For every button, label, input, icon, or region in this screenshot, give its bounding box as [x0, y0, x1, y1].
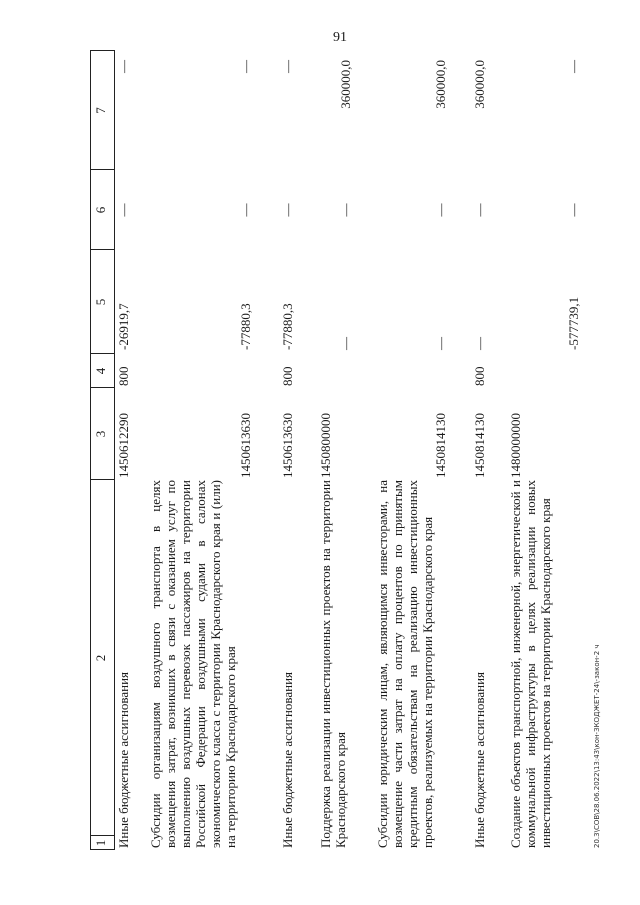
row-col7: 360000,0 [338, 60, 353, 109]
row-name: Субсидии организациям воздушного транспорта в целях возмещения затрат, возникших в связи с оказанием услуг по выполнению воздушных перевозок пассажиров на территории Российской Федерации воздушными судами в салонах экономического класса с территории Краснодарского края и (или) на территорию Краснодарского края [148, 480, 238, 848]
row-col6: — [238, 203, 253, 217]
document-footer [593, 248, 607, 848]
header-top-rule [90, 50, 91, 850]
header-bottom-rule [114, 50, 115, 850]
row-col6: — [280, 203, 295, 217]
row-type: 800 [280, 366, 295, 386]
row-code: 1450613630 [280, 413, 295, 478]
row-type: 800 [116, 366, 131, 386]
row-col6: — [433, 203, 448, 217]
header-col-2: 2 [93, 654, 108, 662]
header-col-4: 4 [93, 367, 108, 375]
row-code: 1450800000 [318, 413, 333, 478]
row-code: 1450814130 [472, 413, 487, 478]
row-name: Создание объектов транспортной, инженерной, энергетической и коммунальной инфраструктуры в целях реализации новых инвестиционных проектов на территории Краснодарского края [508, 480, 553, 848]
header-col-5: 5 [93, 298, 108, 306]
row-code: 1480000000 [508, 413, 523, 478]
row-col5: -77880,3 [238, 303, 253, 350]
row-col7: — [280, 60, 295, 73]
row-col7: — [116, 60, 131, 73]
row-name: Иные бюджетные ассигнования [116, 671, 131, 848]
header-col-1: 1 [93, 839, 108, 847]
row-type: 800 [472, 366, 487, 386]
row-col6: — [338, 203, 353, 217]
row-code: 1450814130 [433, 413, 448, 478]
row-name: Иные бюджетные ассигнования [280, 671, 295, 848]
header-col-6: 6 [93, 206, 108, 214]
row-code: 1450612290 [116, 413, 131, 478]
row-col6: — [566, 203, 581, 217]
row-col5: -77880,3 [280, 303, 295, 350]
row-col5: -26919,7 [116, 303, 131, 350]
header-col-7: 7 [93, 107, 108, 114]
row-col7: 360000,0 [433, 60, 448, 109]
row-name: Иные бюджетные ассигнования [472, 671, 487, 848]
row-col6: — [472, 203, 487, 217]
row-code: 1450613630 [238, 413, 253, 478]
row-col5: — [433, 337, 448, 350]
row-col5: -577739,1 [566, 296, 581, 350]
footer-text: 20.3\СОВ\28.06.2022\13:43\кон-ЗКОДЖЕТ-24\-закон-2 ч [593, 644, 601, 848]
row-col5: — [338, 337, 353, 350]
page-number: 91 [333, 30, 347, 45]
row-col5: — [472, 337, 487, 350]
row-name: Поддержка реализации инвестиционных проектов на территории Краснодарского края [318, 480, 348, 848]
row-col7: — [566, 60, 581, 73]
rotated-table [90, 50, 620, 850]
header-col-3: 3 [93, 430, 108, 438]
row-col7: — [238, 60, 253, 73]
row-col7: 360000,0 [472, 60, 487, 109]
row-name: Субсидии юридическим лицам, являющимся инвесторами, на возмещение части затрат на оплату процентов по принятым кредитным обязательствам на реализацию инвестиционных проектов, реализуемых на территории Краснодарского края [375, 480, 435, 848]
row-col6: — [116, 203, 131, 217]
